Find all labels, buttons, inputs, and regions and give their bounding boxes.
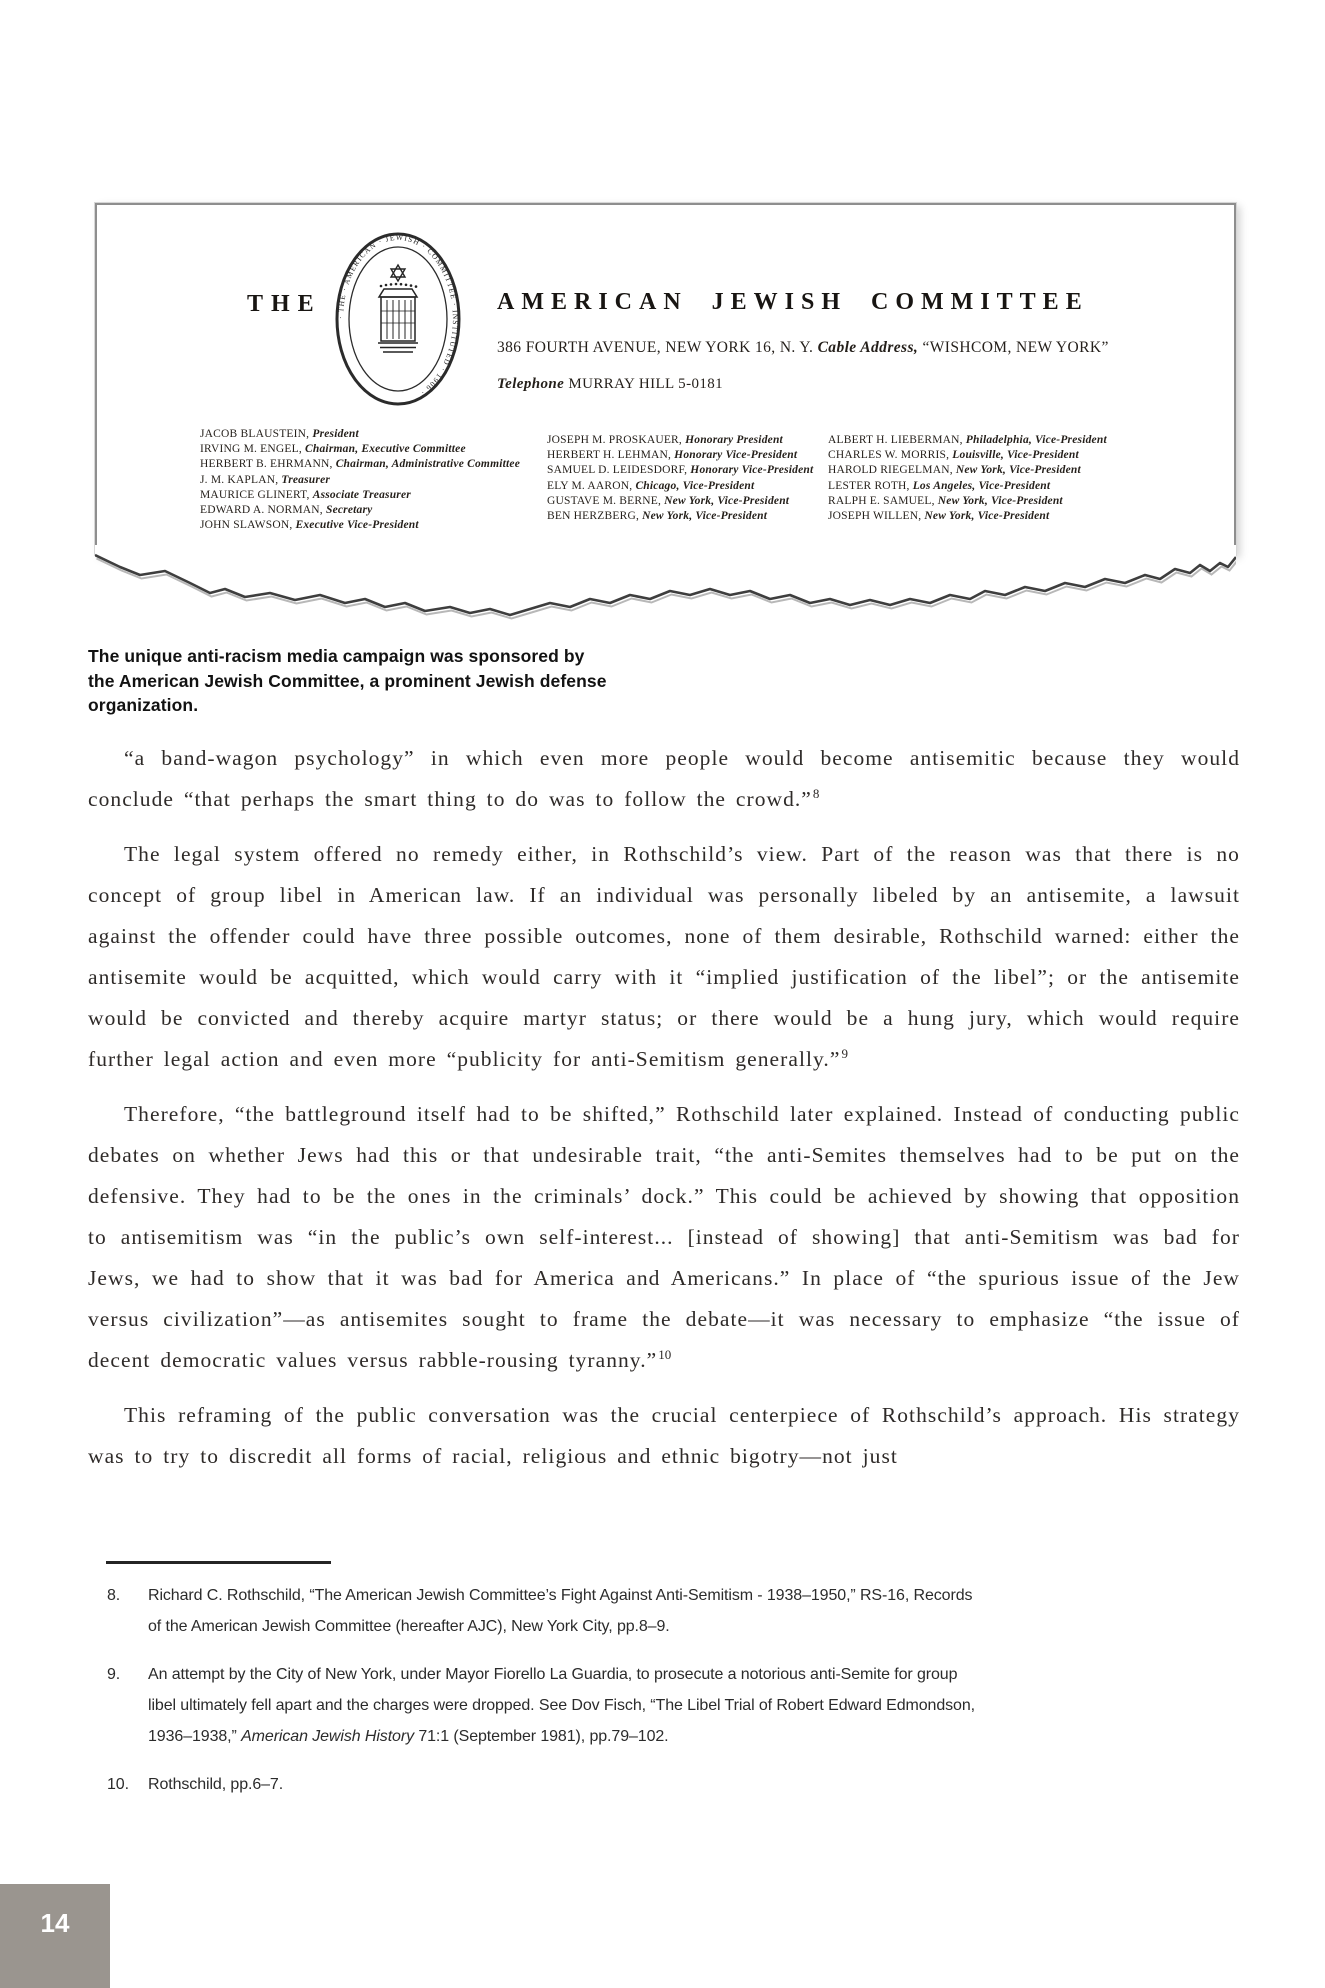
officer-entry: LESTER ROTH, Los Angeles, Vice-President	[828, 479, 1051, 492]
torn-edge-icon	[95, 545, 1236, 625]
officer-entry: SAMUEL D. LEIDESDORF, Honorary Vice-President	[547, 464, 814, 477]
footnote-8	[88, 1580, 998, 1642]
body-paragraph: This reframing of the public conversation was the crucial centerpiece of Rothschild’s approach. His strategy was to try to discredit all forms of racial, religious and ethnic bigotry—not just	[88, 1403, 1240, 1468]
telephone-value: MURRAY HILL 5-0181	[568, 376, 724, 392]
page-number: 14	[40, 1908, 70, 1938]
footnote-text: Richard C. Rothschild, “The American Jewish Committee’s Fight Against Anti-Semitism - 1938–1950,” RS-16, Records of the American Jewish Committee (hereafter AJC), New York City, pp.8–9.	[148, 1587, 973, 1635]
officer-entry: BEN HERZBERG, New York, Vice-President	[547, 510, 768, 523]
telephone-label: Telephone	[497, 376, 565, 392]
footnote-number: 8.	[107, 1587, 121, 1604]
caption-line: the American Jewish Committee, a prominent Jewish defense	[88, 670, 607, 691]
letterhead-the: THE	[247, 291, 322, 317]
seal-ring-text: · THE · AMERICAN · JEWISH · COMMITTEE · INSTITUTED · 1906 ·	[335, 232, 461, 398]
officer-entry: EDWARD A. NORMAN, Secretary	[200, 504, 373, 517]
officer-entry: GUSTAVE M. BERNE, New York, Vice-President	[547, 494, 790, 507]
footnote-divider	[106, 1561, 331, 1564]
officer-entry: J. M. KAPLAN, Treasurer	[200, 473, 331, 486]
footnote-reference: 10	[658, 1346, 672, 1362]
body-paragraph: Therefore, “the battleground itself had to be shifted,” Rothschild later explained. Instead of conducting public debates on whether Jews had this or that undesirable trait, “the anti-Semites themselves had to be put on the defensive. They had to be the ones in the criminals’ dock.” This could be achieved by showing that opposition to antisemitism was “in the public’s own self-interest... [instead of showing] that anti-Semitism was bad for Jews, we had to show that it was bad for America and Americans.” In place of “the spurious issue of the Jew versus civilization”—as antisemites sought to frame the debate—it was necessary to emphasize “the issue of decent democratic values versus rabble-rousing tyranny.”$^{10}$	[88, 1102, 1240, 1372]
officer-entry: HERBERT H. LEHMAN, Honorary Vice-President	[547, 449, 798, 462]
street-address: 386 FOURTH AVENUE, NEW YORK 16, N. Y.	[497, 339, 814, 356]
officer-entry: RALPH E. SAMUEL, New York, Vice-President	[828, 494, 1063, 507]
officer-entry: JOSEPH M. PROSKAUER, Honorary President	[547, 434, 783, 446]
footnote-text: An attempt by the City of New York, under Mayor Fiorello La Guardia, to prosecute a notorious anti-Semite for group libel ultimately fell apart and the charges were dropped. See Dov Fisch, “The Libel Trial of Robert Edward Edmondson, 1936–1938,” American Jewish History 71:1 (September 1981), pp.79–102.	[148, 1666, 975, 1745]
officer-entry: JACOB BLAUSTEIN, President	[200, 428, 359, 440]
officer-entry: IRVING M. ENGEL, Chairman, Executive Committee	[200, 443, 466, 456]
letterhead-address	[497, 339, 1109, 357]
footnote-10	[88, 1769, 998, 1800]
officer-entry: CHARLES W. MORRIS, Louisville, Vice-President	[828, 449, 1079, 462]
footnote-9	[88, 1659, 998, 1752]
body-paragraph: “a band-wagon psychology” in which even more people would become antisemitic because they would conclude “that perhaps the smart thing to do was to follow the crowd.”$^8$	[88, 746, 1240, 811]
caption-line: The unique anti-racism media campaign was sponsored by	[88, 646, 585, 666]
cable-address-label: Cable Address,	[817, 339, 919, 356]
letterhead-telephone	[497, 376, 723, 393]
caption-line: organization.	[88, 695, 199, 715]
footnote-reference: 8	[812, 785, 820, 801]
footnote-number: 9.	[107, 1666, 121, 1683]
letterhead-scan	[95, 203, 1236, 555]
officer-entry: JOSEPH WILLEN, New York, Vice-President	[828, 510, 1050, 523]
journal-title: American Jewish History	[241, 1728, 414, 1745]
body-text	[88, 738, 1240, 1491]
footnotes	[88, 1580, 998, 1817]
officers-column-3	[828, 433, 1107, 524]
officer-entry: JOHN SLAWSON, Executive Vice-President	[200, 519, 419, 532]
officers-column-1	[200, 427, 520, 533]
officer-entry: HAROLD RIEGELMAN, New York, Vice-President	[828, 464, 1081, 477]
officer-entry: ELY M. AARON, Chicago, Vice-President	[547, 479, 755, 492]
officer-entry: ALBERT H. LIEBERMAN, Philadelphia, Vice-President	[828, 434, 1107, 446]
officer-entry: HERBERT B. EHRMANN, Chairman, Administrative Committee	[200, 458, 521, 471]
body-paragraph: The legal system offered no remedy either, in Rothschild’s view. Part of the reason was that there is no concept of group libel in American law. If an individual was personally libeled by an antisemite, a lawsuit against the offender could have three possible outcomes, none of them desirable, Rothschild warned: either the antisemite would be acquitted, which would carry with it “implied justification of the libel”; or the antisemite would be convicted and thereby acquire martyr status; or there would be a hung jury, which would require further legal action and even more “publicity for anti-Semitism generally.”$^9$	[88, 842, 1240, 1071]
officers-column-2	[547, 433, 813, 524]
footnote-text: Rothschild, pp.6–7.	[148, 1776, 284, 1793]
page-number-block	[0, 1884, 110, 1988]
image-caption	[88, 644, 607, 718]
footnote-reference: 9	[841, 1045, 848, 1061]
officer-entry: MAURICE GLINERT, Associate Treasurer	[200, 488, 411, 501]
ajc-seal-icon	[334, 231, 462, 407]
cable-address-value: “WISHCOM, NEW YORK”	[922, 339, 1109, 356]
letterhead-title: AMERICAN JEWISH COMMITTEE	[497, 289, 1089, 315]
footnote-number: 10.	[107, 1776, 129, 1793]
